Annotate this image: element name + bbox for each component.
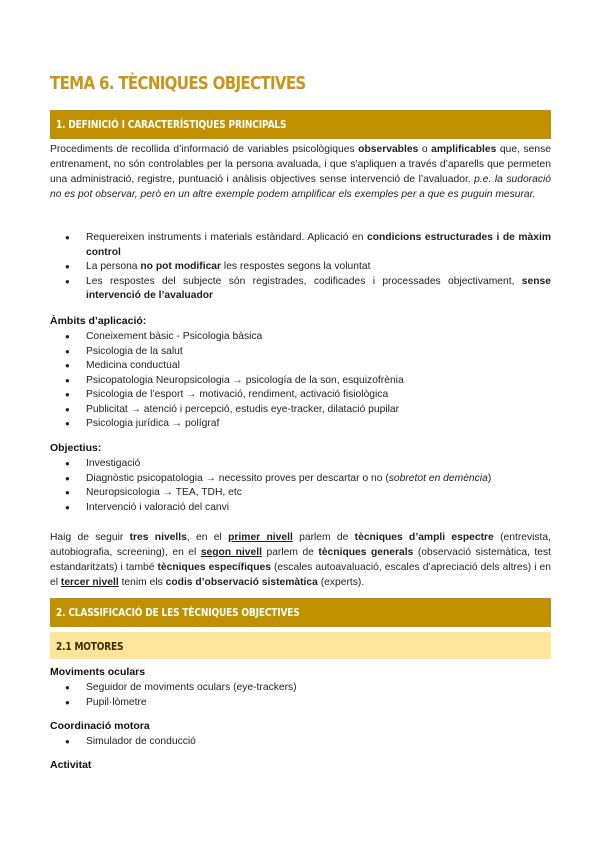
list-item: ● Psicologia de l’esport → motivació, rendiment, activació fisiològica	[50, 388, 551, 403]
list-item: ● Coneixement bàsic - Psicologia bàsica	[50, 330, 551, 345]
list-item: ● Les respostes del subjecte són registrades, codificades i processades objectivament, sense intervenció de l’avaluador	[50, 275, 551, 304]
list-item: ● Intervenció i valoració del canvi	[50, 501, 551, 516]
list-item: ● Investigació	[50, 457, 551, 472]
subsection-2-1-banner	[50, 632, 551, 659]
list-item: ● La persona no pot modificar les respostes segons la voluntat	[50, 260, 551, 275]
section-1-banner	[50, 110, 551, 139]
coordinacio-heading: Coordinació motora	[50, 720, 150, 732]
ambits-list	[50, 330, 551, 432]
moviments-heading: Moviments oculars	[50, 666, 146, 678]
list-item: ● Publicitat → atenció i percepció, estudis eye-tracker, dilatació pupilar	[50, 403, 551, 418]
coordinacio-list	[50, 735, 551, 750]
objectius-heading: Objectius:	[50, 442, 102, 454]
list-item: ● Requereixen instruments i materials estàndard. Aplicació en condicions estructurades i de màxim control	[50, 231, 551, 260]
list-item: ● Simulador de conducció	[50, 735, 551, 750]
section-2-banner	[50, 598, 551, 627]
moviments-list	[50, 681, 551, 710]
characteristics-list	[50, 231, 551, 304]
list-item: ● Psicologia de la salut	[50, 345, 551, 360]
list-item: ● Diagnòstic psicopatologia → necessito proves per descartar o no (sobretot en demència)	[50, 472, 551, 487]
ambits-heading: Àmbits d’aplicació:	[50, 315, 147, 327]
list-item: ● Seguidor de moviments oculars (eye-trackers)	[50, 681, 551, 696]
page-title: TEMA 6. TÈCNIQUES OBJECTIVES	[50, 74, 306, 94]
list-item: ● Medicina conductual	[50, 359, 551, 374]
list-item: ● Psicopatologia Neuropsicologia → psicología de la son, esquizofrènia	[50, 374, 551, 389]
list-item: ● Pupil·lòmetre	[50, 696, 551, 711]
subsection-2-1-heading: 2.1 MOTORES	[56, 640, 124, 653]
list-item: ● Neuropsicologia → TEA, TDH, etc	[50, 486, 551, 501]
activitat-heading: Activitat	[50, 759, 92, 771]
levels-paragraph: Haig de seguir tres nivells, en el primer nivell parlem de tècniques d’ampli espectre (entrevista, autobiografia, screening), en el segon nivell parlem de tècniques generals (observació sistemàtica, test estandaritzats) i també tècniques específiques (escales autoavaluació, escales d’apreciació dels altres) i en el tercer nivell tenim els codis d’observació sistemàtica (experts).	[50, 532, 552, 588]
section-1-heading: 1. DEFINICIÓ I CARACTERÍSTIQUES PRINCIPALS	[56, 118, 287, 131]
section-2-heading: 2. CLASSIFICACIÓ DE LES TÈCNIQUES OBJECTIVES	[56, 606, 300, 619]
list-item: ● Psicologia jurídica → polígraf	[50, 417, 551, 432]
objectius-list	[50, 457, 551, 515]
definition-paragraph: Procediments de recollida d’informació de variables psicològiques observables o amplificables que, sense entrenament, no són controlables per la persona avaluada, i que s’apliquen a través d’aparells que permeten una administració, registre, puntuació i anàlisis objectives sense intervenció de l’avaluador. p.e. la sudoració no es pot observar, però en un altre exemple podem amplificar els exemples per a que es puguin mesurar.	[50, 144, 551, 200]
